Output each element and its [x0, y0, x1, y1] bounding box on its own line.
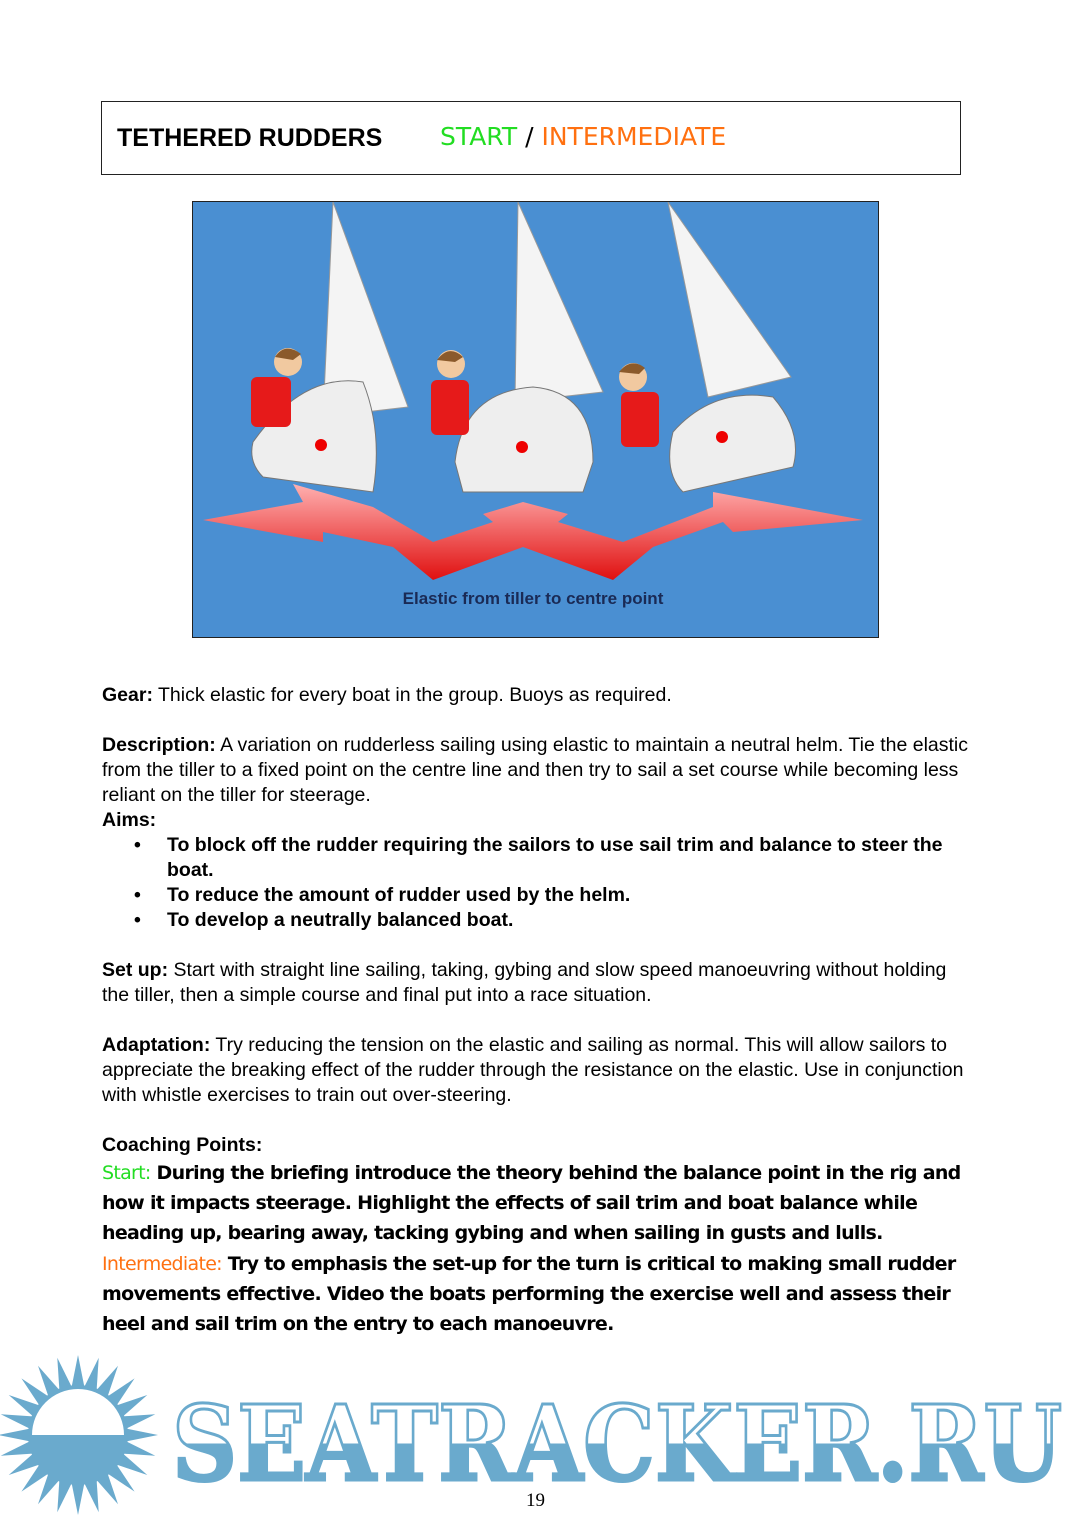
coaching-intermediate-text: Try to emphasis the set-up for the turn is critical to making small rudder movements effective. Video the boats performing the exercise well and assess their heel and sail trim on the entry to each manoeuvre.	[102, 1252, 956, 1336]
adaptation-text: Try reducing the tension on the elastic and sailing as normal. This will allow sailors to appreciate the breaking effect of the rudder through the resistance on the elastic. Use in conjunction with whistle exercises to train out over-steering.	[102, 1034, 964, 1106]
arrows	[203, 484, 863, 580]
level-separator: /	[525, 122, 534, 151]
boat-centre	[431, 202, 603, 492]
coaching-start-label: Start:	[102, 1162, 151, 1184]
page-title: TETHERED RUDDERS	[117, 124, 383, 152]
coaching-label: Coaching Points:	[102, 1134, 263, 1156]
adaptation-label: Adaptation:	[102, 1034, 211, 1056]
coaching-start	[102, 1158, 974, 1249]
aim-item: • To reduce the amount of rudder used by the helm.	[167, 883, 974, 908]
boat-left	[251, 202, 408, 492]
adaptation-paragraph	[102, 1033, 974, 1108]
gear-text: Thick elastic for every boat in the group. Buoys as required.	[152, 684, 672, 706]
aim-item: • To block off the rudder requiring the sailors to use sail trim and balance to steer the boat.	[167, 833, 974, 883]
boat-right	[619, 202, 796, 492]
page-number: 19	[526, 1490, 545, 1511]
aims-list	[102, 833, 974, 933]
setup-text: Start with straight line sailing, taking, gybing and slow speed manoeuvring without holding the tiller, then a simple course and final put into a race situation.	[102, 959, 947, 1006]
setup-paragraph	[102, 958, 974, 1008]
level-labels	[440, 122, 726, 151]
setup-label: Set up:	[102, 959, 169, 981]
coaching-intermediate-label: Intermediate:	[102, 1252, 222, 1275]
aims-label: Aims:	[102, 809, 157, 831]
coaching-start-text: During the briefing introduce the theory behind the balance point in the rig and how it impacts steerage. Highlight the effects of sail trim and boat balance while heading up, bearing away, tacking gybing and when sailing in gusts and lulls.	[102, 1162, 961, 1245]
description-label: Description:	[102, 734, 216, 756]
watermark-text: SEATRACKER.RU	[172, 1382, 1062, 1505]
title-box	[101, 101, 961, 175]
description-text: A variation on rudderless sailing using elastic to maintain a neutral helm. Tie the elastic from the tiller to a fixed point on the centre line and then try to sail a set course while becoming less reliant on the tiller for steerage.	[102, 734, 969, 806]
sun-logo-icon	[0, 1355, 158, 1515]
gear-paragraph	[102, 683, 974, 708]
level-intermediate: INTERMEDIATE	[541, 122, 727, 151]
description-paragraph	[102, 733, 974, 808]
gear-label: Gear:	[102, 684, 153, 706]
aim-item: • To develop a neutrally balanced boat.	[167, 908, 974, 933]
level-start: START	[440, 122, 518, 151]
illustration-tethered-rudders	[192, 201, 879, 638]
figure-caption: Elastic from tiller to centre point	[402, 589, 664, 608]
document-body	[102, 683, 974, 1339]
coaching-intermediate	[102, 1249, 974, 1340]
